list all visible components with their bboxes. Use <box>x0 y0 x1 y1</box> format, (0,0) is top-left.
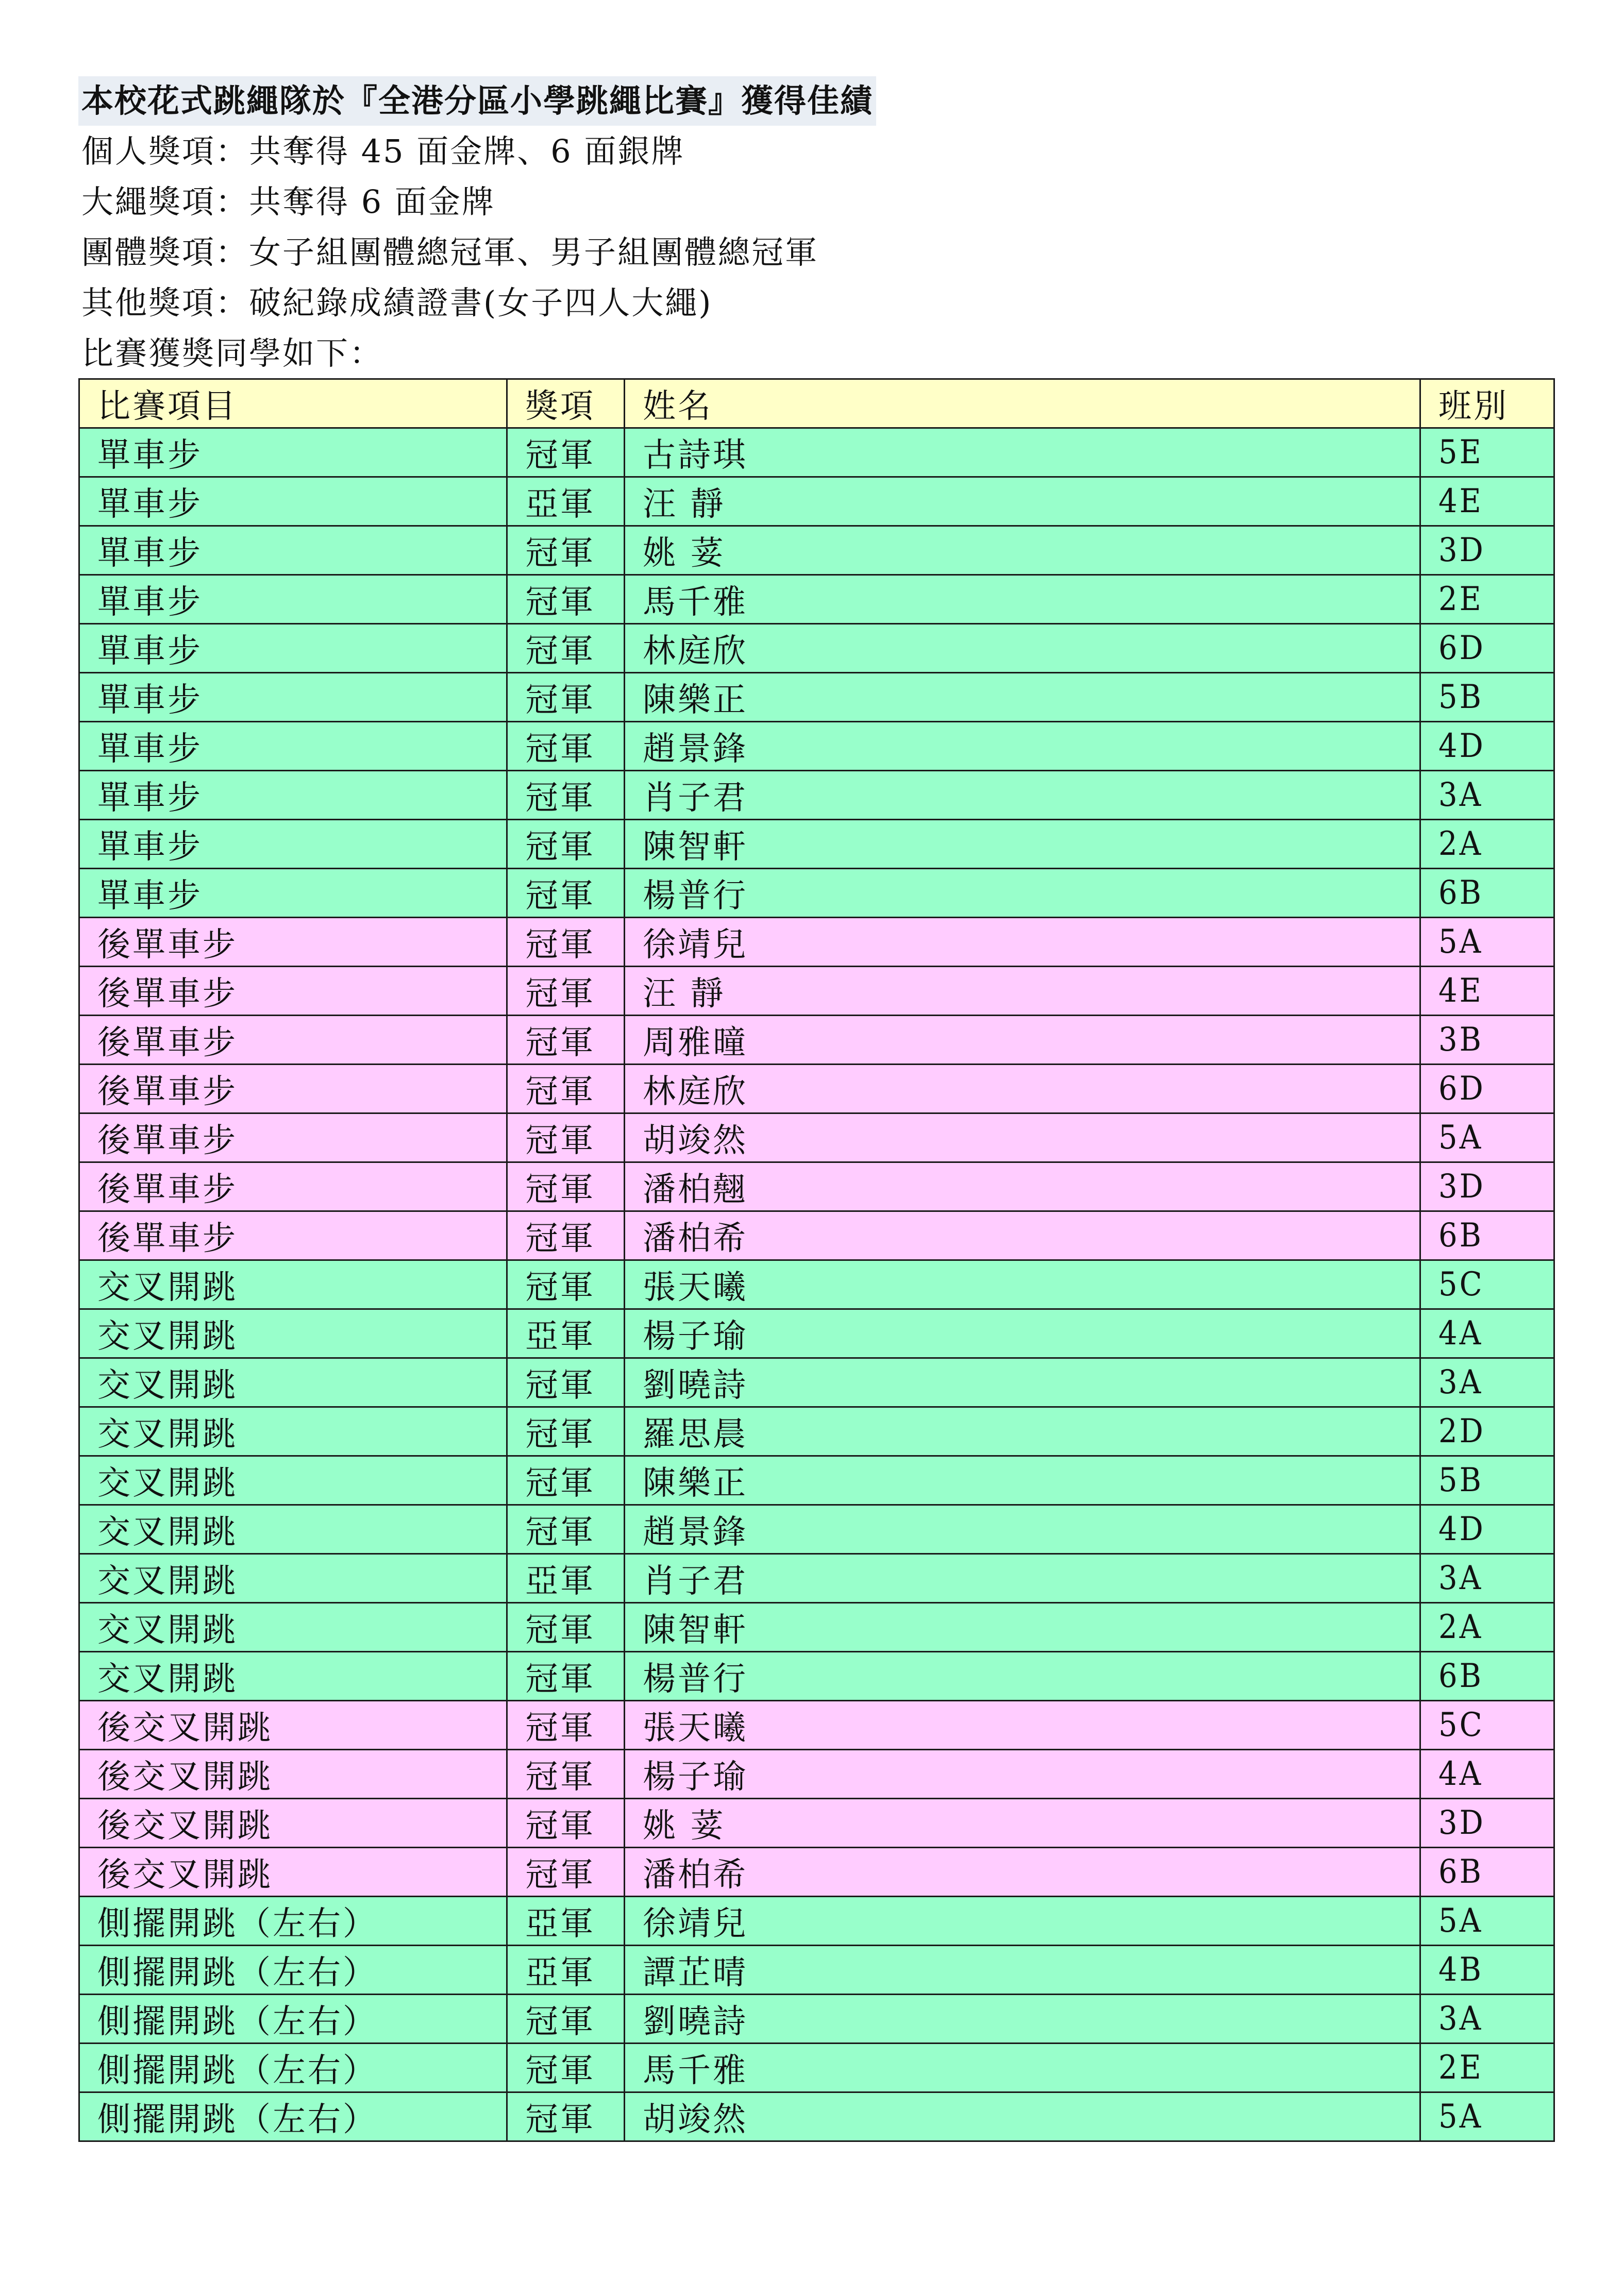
table-row <box>79 1113 1554 1162</box>
table-row <box>79 2044 1554 2092</box>
cell-award: 冠軍 <box>507 722 625 771</box>
cell-award: 冠軍 <box>507 1260 625 1309</box>
cell-award: 冠軍 <box>507 1065 625 1113</box>
cell-name: 趙景鋒 <box>625 722 1420 771</box>
cell-event: 單車步 <box>79 722 507 771</box>
cell-name: 陳樂正 <box>625 1456 1420 1505</box>
table-row <box>79 1407 1554 1456</box>
summary-team: 團體獎項：女子組團體總冠軍、男子組團體總冠軍 <box>81 233 819 271</box>
table-row <box>79 526 1554 575</box>
list-intro: 比賽獲獎同學如下： <box>81 334 383 372</box>
cell-name: 林庭欣 <box>625 624 1420 673</box>
cell-event: 後單車步 <box>79 1113 507 1162</box>
table-row <box>79 1456 1554 1505</box>
cell-event: 後單車步 <box>79 1016 507 1065</box>
table-row <box>79 1211 1554 1260</box>
cell-class: 6D <box>1420 1065 1554 1113</box>
cell-award: 冠軍 <box>507 1505 625 1554</box>
awards-table <box>78 378 1555 2142</box>
cell-event: 單車步 <box>79 869 507 918</box>
cell-class: 3D <box>1420 1162 1554 1211</box>
cell-name: 馬千雅 <box>625 575 1420 624</box>
cell-award: 冠軍 <box>507 1211 625 1260</box>
cell-name: 譚芷晴 <box>625 1946 1420 1995</box>
cell-award: 冠軍 <box>507 1750 625 1799</box>
cell-name: 趙景鋒 <box>625 1505 1420 1554</box>
table-row <box>79 1750 1554 1799</box>
page-title: 本校花式跳繩隊於『全港分區小學跳繩比賽』獲得佳績 <box>78 76 876 126</box>
cell-award: 冠軍 <box>507 1799 625 1848</box>
cell-class: 3A <box>1420 1554 1554 1603</box>
cell-award: 亞軍 <box>507 477 625 526</box>
header-name: 姓名 <box>625 379 1420 428</box>
table-row <box>79 1358 1554 1407</box>
cell-award: 冠軍 <box>507 1358 625 1407</box>
cell-award: 冠軍 <box>507 820 625 869</box>
cell-class: 4D <box>1420 1505 1554 1554</box>
table-row <box>79 1065 1554 1113</box>
cell-award: 冠軍 <box>507 869 625 918</box>
cell-class: 3A <box>1420 1995 1554 2044</box>
cell-class: 5C <box>1420 1260 1554 1309</box>
cell-name: 姚 荽 <box>625 526 1420 575</box>
table-row <box>79 1799 1554 1848</box>
cell-class: 3D <box>1420 526 1554 575</box>
cell-class: 2E <box>1420 2044 1554 2092</box>
cell-event: 後單車步 <box>79 1065 507 1113</box>
cell-name: 肖子君 <box>625 771 1420 820</box>
table-row <box>79 673 1554 722</box>
cell-class: 5C <box>1420 1701 1554 1750</box>
header-class: 班別 <box>1420 379 1554 428</box>
cell-award: 冠軍 <box>507 1652 625 1701</box>
cell-event: 交叉開跳 <box>79 1505 507 1554</box>
cell-name: 周雅曈 <box>625 1016 1420 1065</box>
table-row <box>79 820 1554 869</box>
cell-class: 5E <box>1420 428 1554 477</box>
cell-class: 5B <box>1420 1456 1554 1505</box>
cell-name: 張天曦 <box>625 1260 1420 1309</box>
cell-name: 陳智軒 <box>625 1603 1420 1652</box>
cell-class: 6B <box>1420 1652 1554 1701</box>
table-row <box>79 1603 1554 1652</box>
cell-event: 單車步 <box>79 624 507 673</box>
table-row <box>79 918 1554 967</box>
table-row <box>79 1505 1554 1554</box>
cell-class: 5A <box>1420 918 1554 967</box>
cell-name: 古詩琪 <box>625 428 1420 477</box>
cell-award: 亞軍 <box>507 1897 625 1946</box>
cell-event: 交叉開跳 <box>79 1603 507 1652</box>
header-award: 獎項 <box>507 379 625 428</box>
cell-award: 冠軍 <box>507 428 625 477</box>
cell-name: 肖子君 <box>625 1554 1420 1603</box>
cell-event: 交叉開跳 <box>79 1260 507 1309</box>
table-row <box>79 967 1554 1016</box>
cell-class: 3A <box>1420 771 1554 820</box>
cell-class: 5A <box>1420 1897 1554 1946</box>
cell-name: 楊普行 <box>625 1652 1420 1701</box>
table-row <box>79 1309 1554 1358</box>
table-row <box>79 1652 1554 1701</box>
cell-event: 單車步 <box>79 575 507 624</box>
cell-event: 單車步 <box>79 428 507 477</box>
cell-event: 單車步 <box>79 820 507 869</box>
summary-long-rope: 大繩獎項：共奪得 6 面金牌 <box>81 183 495 221</box>
cell-award: 亞軍 <box>507 1554 625 1603</box>
table-row <box>79 1946 1554 1995</box>
cell-class: 2E <box>1420 575 1554 624</box>
table-row <box>79 477 1554 526</box>
table-row <box>79 722 1554 771</box>
cell-event: 單車步 <box>79 673 507 722</box>
cell-event: 交叉開跳 <box>79 1652 507 1701</box>
cell-event: 側擺開跳（左右） <box>79 2044 507 2092</box>
cell-event: 交叉開跳 <box>79 1456 507 1505</box>
cell-award: 冠軍 <box>507 1113 625 1162</box>
cell-name: 潘柏希 <box>625 1848 1420 1897</box>
cell-event: 後單車步 <box>79 918 507 967</box>
cell-event: 單車步 <box>79 526 507 575</box>
cell-class: 3D <box>1420 1799 1554 1848</box>
header-event: 比賽項目 <box>79 379 507 428</box>
table-row <box>79 771 1554 820</box>
cell-event: 側擺開跳（左右） <box>79 1946 507 1995</box>
cell-class: 3A <box>1420 1358 1554 1407</box>
cell-event: 後單車步 <box>79 1211 507 1260</box>
table-row <box>79 1701 1554 1750</box>
cell-name: 劉曉詩 <box>625 1358 1420 1407</box>
cell-name: 胡竣然 <box>625 2092 1420 2141</box>
cell-event: 單車步 <box>79 771 507 820</box>
cell-name: 劉曉詩 <box>625 1995 1420 2044</box>
cell-class: 5B <box>1420 673 1554 722</box>
cell-name: 馬千雅 <box>625 2044 1420 2092</box>
cell-event: 交叉開跳 <box>79 1309 507 1358</box>
cell-name: 陳樂正 <box>625 673 1420 722</box>
cell-award: 冠軍 <box>507 673 625 722</box>
cell-award: 亞軍 <box>507 1309 625 1358</box>
cell-event: 後交叉開跳 <box>79 1701 507 1750</box>
cell-name: 汪 靜 <box>625 967 1420 1016</box>
table-row <box>79 1848 1554 1897</box>
cell-name: 汪 靜 <box>625 477 1420 526</box>
cell-class: 4E <box>1420 477 1554 526</box>
cell-award: 冠軍 <box>507 1407 625 1456</box>
cell-class: 2A <box>1420 820 1554 869</box>
cell-name: 胡竣然 <box>625 1113 1420 1162</box>
cell-event: 交叉開跳 <box>79 1407 507 1456</box>
cell-class: 5A <box>1420 2092 1554 2141</box>
summary-other: 其他獎項：破紀錄成績證書(女子四人大繩) <box>81 284 713 322</box>
cell-award: 冠軍 <box>507 2044 625 2092</box>
cell-name: 潘柏希 <box>625 1211 1420 1260</box>
cell-event: 交叉開跳 <box>79 1358 507 1407</box>
table-row <box>79 1554 1554 1603</box>
cell-class: 4E <box>1420 967 1554 1016</box>
document <box>78 76 1553 2142</box>
cell-class: 4A <box>1420 1750 1554 1799</box>
cell-award: 冠軍 <box>507 526 625 575</box>
cell-award: 冠軍 <box>507 1456 625 1505</box>
cell-class: 3B <box>1420 1016 1554 1065</box>
cell-class: 2A <box>1420 1603 1554 1652</box>
cell-award: 冠軍 <box>507 1016 625 1065</box>
cell-award: 冠軍 <box>507 1162 625 1211</box>
cell-award: 冠軍 <box>507 624 625 673</box>
cell-event: 後單車步 <box>79 1162 507 1211</box>
table-row <box>79 1995 1554 2044</box>
table-row <box>79 869 1554 918</box>
cell-name: 羅思晨 <box>625 1407 1420 1456</box>
cell-class: 4A <box>1420 1309 1554 1358</box>
cell-event: 後交叉開跳 <box>79 1848 507 1897</box>
table-row <box>79 1016 1554 1065</box>
cell-event: 後單車步 <box>79 967 507 1016</box>
table-row <box>79 428 1554 477</box>
cell-name: 楊普行 <box>625 869 1420 918</box>
table-row <box>79 624 1554 673</box>
cell-award: 冠軍 <box>507 1848 625 1897</box>
cell-name: 徐靖兒 <box>625 918 1420 967</box>
cell-event: 側擺開跳（左右） <box>79 1995 507 2044</box>
cell-event: 單車步 <box>79 477 507 526</box>
table-row <box>79 1162 1554 1211</box>
cell-award: 冠軍 <box>507 771 625 820</box>
table-row <box>79 575 1554 624</box>
cell-class: 6B <box>1420 1848 1554 1897</box>
cell-event: 側擺開跳（左右） <box>79 2092 507 2141</box>
cell-event: 後交叉開跳 <box>79 1799 507 1848</box>
cell-award: 冠軍 <box>507 1995 625 2044</box>
cell-name: 張天曦 <box>625 1701 1420 1750</box>
cell-class: 2D <box>1420 1407 1554 1456</box>
cell-event: 後交叉開跳 <box>79 1750 507 1799</box>
table-row <box>79 1897 1554 1946</box>
cell-name: 楊子瑜 <box>625 1309 1420 1358</box>
cell-name: 林庭欣 <box>625 1065 1420 1113</box>
cell-class: 6B <box>1420 1211 1554 1260</box>
cell-class: 5A <box>1420 1113 1554 1162</box>
cell-event: 交叉開跳 <box>79 1554 507 1603</box>
table-header-row <box>79 379 1554 428</box>
cell-class: 6B <box>1420 869 1554 918</box>
cell-award: 冠軍 <box>507 2092 625 2141</box>
cell-award: 冠軍 <box>507 967 625 1016</box>
cell-class: 6D <box>1420 624 1554 673</box>
cell-name: 姚 荽 <box>625 1799 1420 1848</box>
summary-individual: 個人獎項：共奪得 45 面金牌、6 面銀牌 <box>81 132 685 170</box>
table-body <box>79 428 1554 2141</box>
cell-name: 潘柏翹 <box>625 1162 1420 1211</box>
cell-award: 亞軍 <box>507 1946 625 1995</box>
cell-name: 徐靖兒 <box>625 1897 1420 1946</box>
cell-award: 冠軍 <box>507 575 625 624</box>
table-row <box>79 2092 1554 2141</box>
cell-award: 冠軍 <box>507 1603 625 1652</box>
cell-award: 冠軍 <box>507 1701 625 1750</box>
cell-event: 側擺開跳（左右） <box>79 1897 507 1946</box>
cell-name: 楊子瑜 <box>625 1750 1420 1799</box>
cell-name: 陳智軒 <box>625 820 1420 869</box>
cell-award: 冠軍 <box>507 918 625 967</box>
cell-class: 4D <box>1420 722 1554 771</box>
table-row <box>79 1260 1554 1309</box>
cell-class: 4B <box>1420 1946 1554 1995</box>
